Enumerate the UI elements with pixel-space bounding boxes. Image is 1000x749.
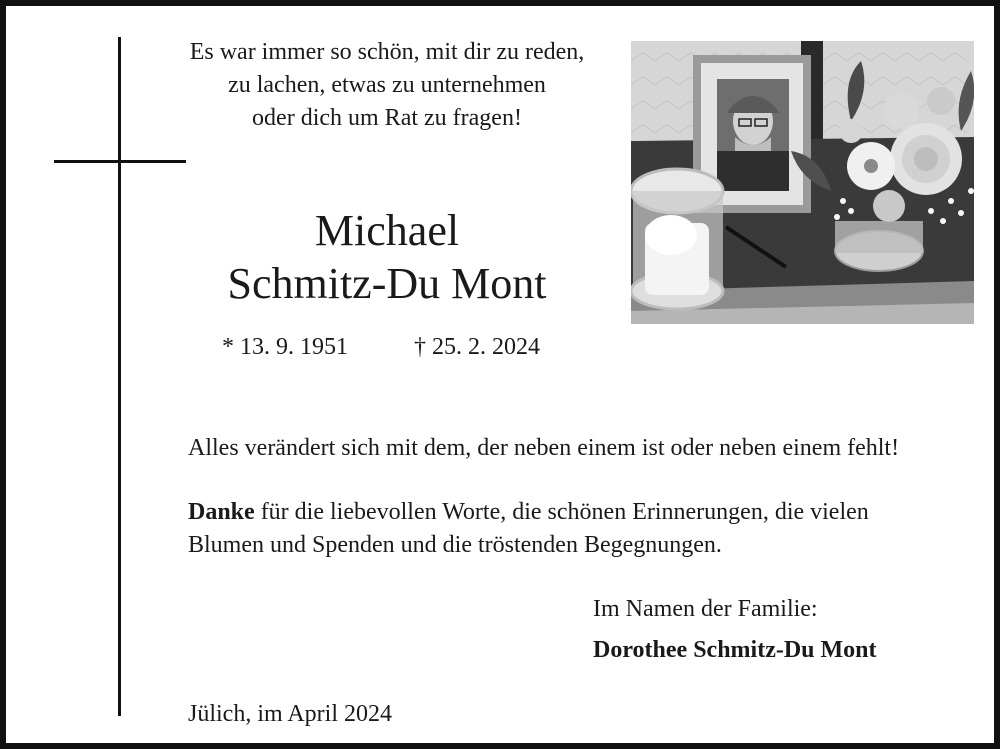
place-and-date: Jülich, im April 2024: [188, 701, 392, 727]
quote-line-3: oder dich um Rat zu fragen!: [252, 105, 522, 131]
deceased-name: [146, 204, 628, 310]
thanks-line-1: [188, 496, 988, 529]
thanks-bold-word: Danke: [188, 499, 255, 525]
signature-intro: Im Namen der Familie:: [593, 596, 818, 622]
thanks-paragraph: [188, 496, 988, 562]
cross-symbol-horizontal: [54, 160, 186, 163]
last-name: Schmitz-Du Mont: [227, 259, 547, 308]
cross-symbol-vertical: [118, 37, 121, 716]
quote-line-1: Es war immer so schön, mit dir zu reden,: [189, 39, 585, 65]
quote-line-2: zu lachen, etwas zu unternehmen: [228, 72, 546, 98]
first-name: Michael: [314, 206, 460, 255]
birth-date: * 13. 9. 1951: [222, 334, 348, 360]
memorial-quote: [146, 36, 628, 135]
memorial-photo-illustration: [631, 41, 974, 324]
thanks-line-2: Blumen und Spenden und die tröstenden Begegnungen.: [188, 532, 722, 558]
memorial-photo: [631, 41, 974, 324]
signature-name: Dorothee Schmitz-Du Mont: [593, 637, 877, 663]
motto-text: Alles verändert sich mit dem, der neben einem ist oder neben einem fehlt!: [188, 435, 900, 461]
thanks-line-1-rest: für die liebevollen Worte, die schönen Erinnerungen, die vielen: [254, 499, 869, 525]
death-date: † 25. 2. 2024: [414, 334, 540, 360]
